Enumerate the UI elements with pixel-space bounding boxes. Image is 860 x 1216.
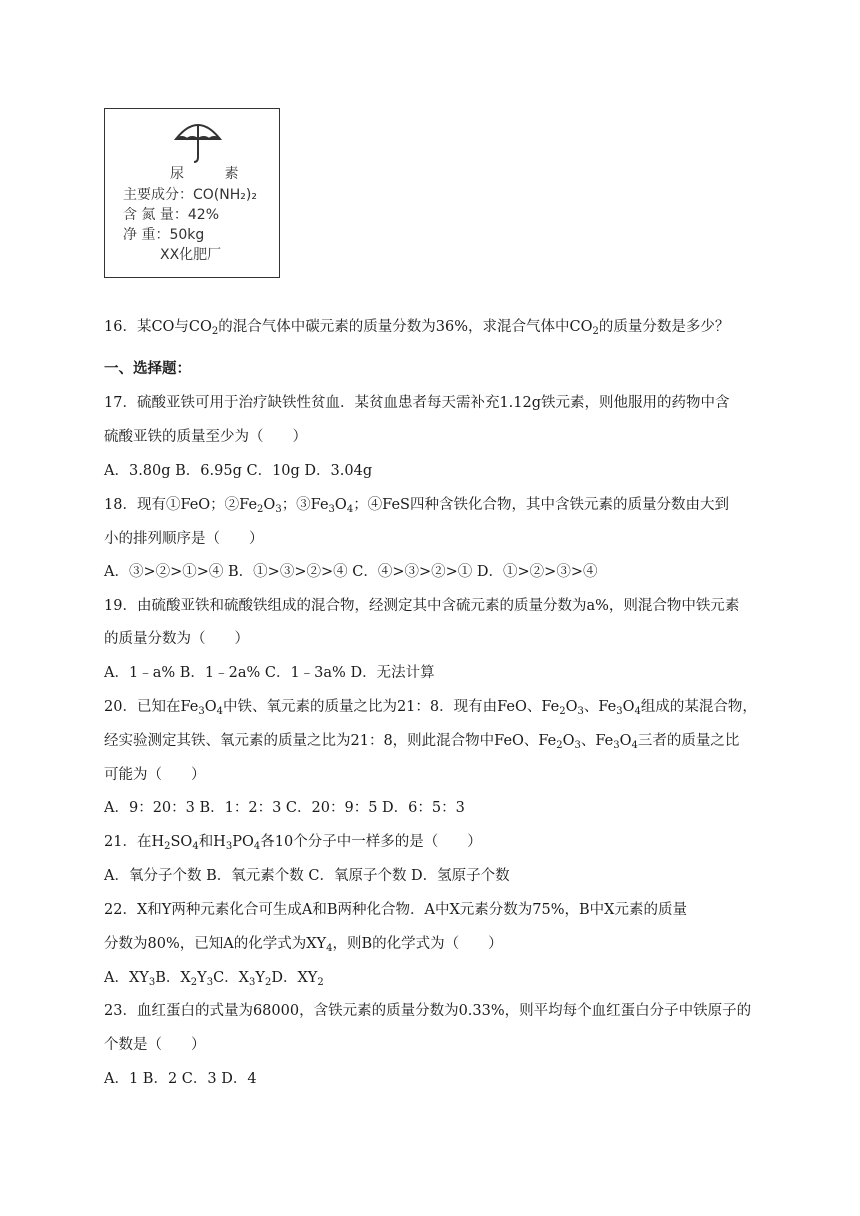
question-22-line-1: 22．X和Y两种元素化合可生成A和B两种化合物．A中X元素分数为75%，B中X元素的质量 bbox=[104, 902, 687, 918]
question-18-line-1: 18．现有①FeO；$②Fe_2O_3$；$③Fe_3O_4$；④FeS四种含铁化合物，其中含铁元素的质量分数由大到 bbox=[104, 497, 729, 515]
question-21-options: A．氧分子个数 B．氧元素个数 C．氧原子个数 D．氢原子个数 bbox=[104, 868, 510, 884]
label-net-weight: 净 重：50kg bbox=[123, 227, 205, 243]
label-factory: XX化肥厂 bbox=[160, 247, 222, 263]
question-18-line-2: 小的排列顺序是（ ） bbox=[104, 531, 264, 547]
question-20-line-1: 20．已知在$Fe_3O_4$中铁、氧元素的质量之比为21：8．现有由FeO、$Fe_2O_3$、$Fe_3O_4$组成的某混合物， bbox=[104, 699, 757, 717]
question-22-line-2: 分数为80%，已知A的化学式为$XY_4$，则B的化学式为（ ） bbox=[104, 936, 503, 954]
question-17-line-1: 17．硫酸亚铁可用于治疗缺铁性贫血．某贫血患者每天需补充1.12g铁元素，则他服用的药物中含 bbox=[104, 395, 730, 411]
label-title: 尿 素 bbox=[170, 166, 257, 182]
label-nitrogen-content: 含 氮 量：42% bbox=[123, 207, 220, 223]
question-21: 21．在$H_2SO_4$和$H_3PO_4$各10个分子中一样多的是（ ） bbox=[104, 834, 482, 852]
question-20-line-3: 可能为（ ） bbox=[104, 767, 206, 783]
umbrella-icon bbox=[173, 115, 223, 165]
question-23-line-1: 23．血红蛋白的式量为68000，含铁元素的质量分数为0.33%，则平均每个血红蛋白分子中铁原子的 bbox=[104, 1003, 752, 1019]
fertilizer-label bbox=[104, 108, 280, 278]
label-main-ingredient: 主要成分：CO(NH₂)₂ bbox=[123, 187, 257, 203]
question-17-options: A．3.80g B．6.95g C．10g D．3.04g bbox=[104, 463, 373, 479]
question-17-line-2: 硫酸亚铁的质量至少为（ ） bbox=[104, 429, 307, 445]
question-16: 16．某CO与$CO_2$的混合气体中碳元素的质量分数为36%，求混合气体中$CO_2$的质量分数是多少？ bbox=[104, 319, 730, 337]
question-20-options: A．9：20：3 B．1：2：3 C．20：9：5 D．6：5：3 bbox=[104, 800, 465, 816]
question-22-options: A．$XY_3B$．$X_2Y_3C$．$X_3Y_2D$．$XY_2$ bbox=[104, 970, 324, 988]
question-19-line-1: 19．由硫酸亚铁和硫酸铁组成的混合物，经测定其中含硫元素的质量分数为a%，则混合物中铁元素 bbox=[104, 598, 740, 614]
question-19-options: A．1﹣a% B．1﹣2a% C．1﹣3a% D．无法计算 bbox=[104, 665, 435, 681]
question-23-options: A．1 B．2 C．3 D．4 bbox=[104, 1071, 257, 1087]
question-23-line-2: 个数是（ ） bbox=[104, 1037, 206, 1053]
question-18-options: A．③>②>①>④ B．①>③>②>④ C．④>③>②>① D．①>②>③>④ bbox=[104, 564, 598, 580]
section-heading: 一、选择题： bbox=[104, 360, 191, 377]
question-19-line-2: 的质量分数为（ ） bbox=[104, 631, 249, 647]
question-20-line-2: 经实验测定其铁、氧元素的质量之比为21：8，则此混合物中FeO、$Fe_2O_3$、$Fe_3O_4$三者的质量之比 bbox=[104, 733, 740, 751]
